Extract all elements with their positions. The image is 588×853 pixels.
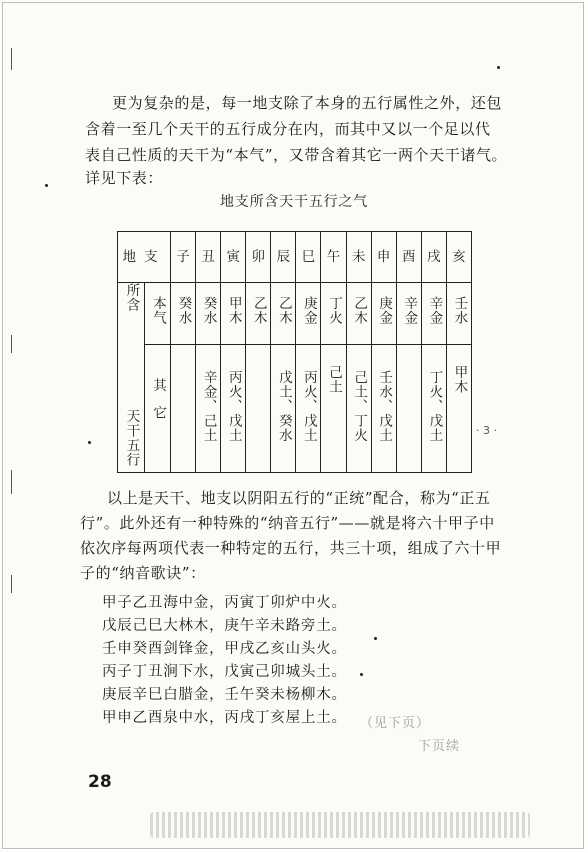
row-label-main-qi: 本气 [145,283,171,345]
ghost-text: 下页续 [418,739,461,754]
main-qi-cell: 乙木 [346,283,371,345]
body-line-2: 行”。此外还有一种特殊的“纳音五行”——就是将六十甲子中 [80,514,495,532]
other-qi-cell: 辛金、己土 [196,344,221,472]
table-title: 地支所含天干五行之气 [220,194,368,210]
verse-line: 甲申乙酉泉中水，丙戌丁亥屋上土。 [102,710,347,726]
scan-speck [45,184,48,187]
branch-header: 巳 [296,232,321,283]
scan-smudge [150,812,530,838]
main-qi-cell: 壬水 [446,283,471,345]
other-qi-cell: 戊土、癸水 [271,344,296,472]
scan-speck [88,441,91,444]
branch-header: 子 [171,232,196,283]
other-qi-cell: 丁火、戊土 [421,344,446,472]
branch-header: 丑 [196,232,221,283]
body-line-1: 以上是天干、地支以阴阳五行的“正统”配合，称为“正五 [107,489,491,507]
body-line-4: 子的“纳音歌诀”： [80,564,206,582]
table-header-row [118,232,472,283]
margin-mark [11,48,12,70]
intro-line-1: 更为复杂的是，每一地支除了本身的五行属性之外，还包 [112,94,503,112]
header-label: 地支 [122,248,166,265]
other-qi-cell: 甲木 [446,344,471,472]
branch-header: 戌 [421,232,446,283]
row-label-other: 其它 [145,344,171,472]
margin-mark [11,470,12,494]
branch-header: 酉 [396,232,421,283]
main-qi-cell: 甲木 [221,283,246,345]
branch-header: 申 [371,232,396,283]
other-qi-cell: 丙火、戊土 [221,344,246,472]
verse-line: 庚辰辛巳白腊金，壬午癸未杨柳木。 [102,687,347,703]
margin-mark [11,335,12,353]
branch-header: 卯 [246,232,271,283]
margin-mark [11,575,12,593]
other-qi-cell: 壬水、戊土 [371,344,396,472]
branch-header: 午 [321,232,346,283]
scan-speck [497,66,500,69]
other-qi-cell: 己土 [321,344,346,472]
side-note: · 3 · [476,424,497,437]
verse-line: 壬申癸酉剑锋金，甲戌乙亥山头火。 [102,641,347,657]
table-other-qi-row [118,344,472,472]
main-qi-cell: 辛金 [396,283,421,345]
other-qi-cell [171,344,196,472]
main-qi-cell: 癸水 [171,283,196,345]
row-label-contained: 所含 天干五行 [118,283,145,473]
scan-speck [360,673,363,676]
verse-line: 甲子乙丑海中金，丙寅丁卯炉中火。 [102,595,347,611]
branch-stem-table [117,231,472,473]
branch-header: 辰 [271,232,296,283]
ghost-text: （见下页） [360,716,431,731]
other-qi-cell [396,344,421,472]
intro-line-3: 表自己性质的天干为“本气”，又带含着其它一两个天干诸气。 [85,146,508,164]
verse-line: 戊辰己巳大林木，庚午辛未路旁土。 [102,618,347,634]
branch-header: 寅 [221,232,246,283]
table-main-qi-row [118,283,472,345]
branch-header: 未 [346,232,371,283]
main-qi-cell: 庚金 [296,283,321,345]
main-qi-cell: 乙木 [271,283,296,345]
other-qi-cell [246,344,271,472]
scan-speck [374,637,377,640]
other-qi-cell: 己土、丁火 [346,344,371,472]
intro-line-4: 详见下表： [85,169,164,187]
body-line-3: 依次序每两项代表一种特定的五行，共三十项，组成了六十甲 [80,539,502,557]
main-qi-cell: 癸水 [196,283,221,345]
intro-line-2: 含着一至几个天干的五行成分在内，而其中又以一个足以代 [85,120,491,138]
main-qi-cell: 庚金 [371,283,396,345]
page-number: 28 [88,772,112,792]
main-qi-cell: 乙木 [246,283,271,345]
branch-header: 亥 [446,232,471,283]
header-label-cell [118,232,171,283]
other-qi-cell: 丙火、戊土 [296,344,321,472]
verse-line: 丙子丁丑涧下水，戊寅己卯城头土。 [102,664,347,680]
main-qi-cell: 丁火 [321,283,346,345]
main-qi-cell: 辛金 [421,283,446,345]
